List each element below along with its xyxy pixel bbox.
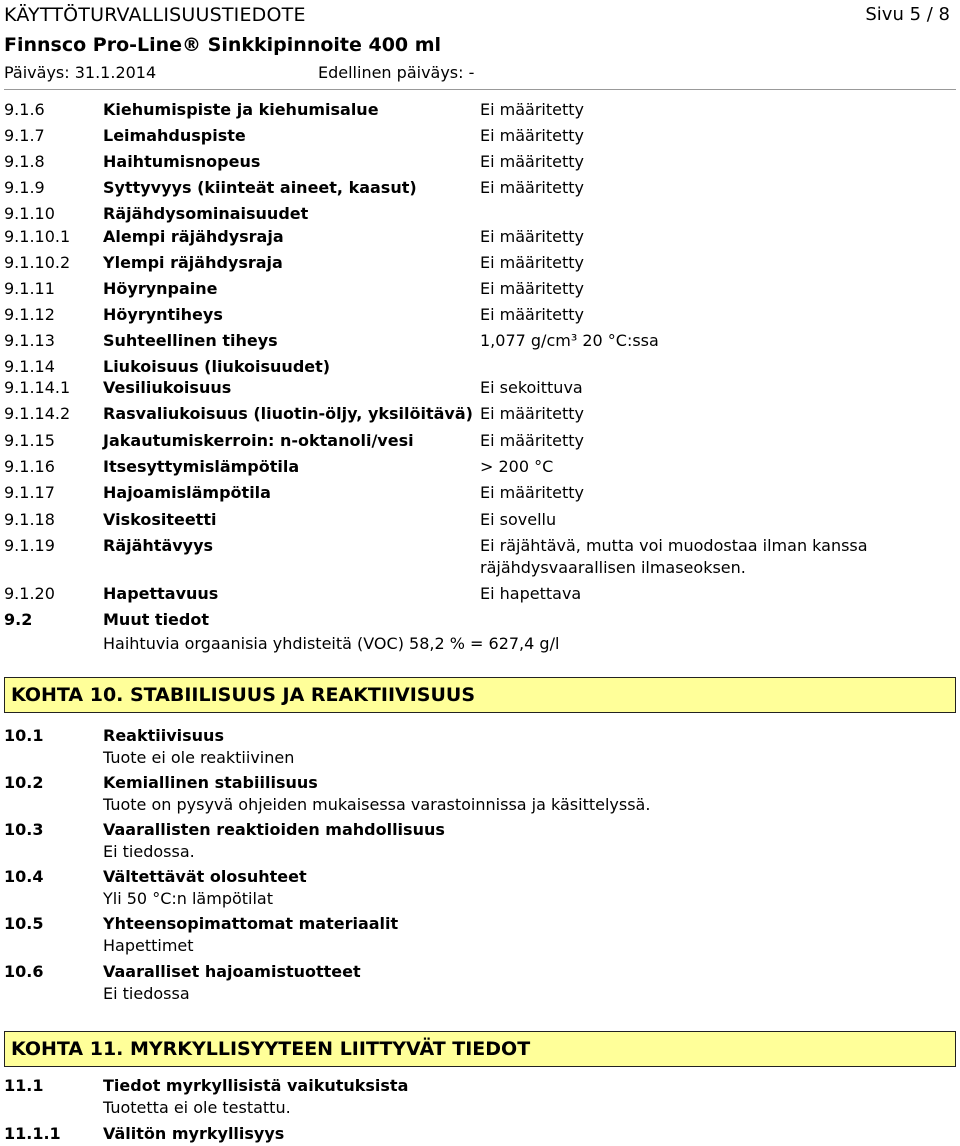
property-value-continued: räjähdysvaarallisen ilmaseoksen. xyxy=(480,558,746,577)
property-number: 9.1.20 xyxy=(4,584,55,603)
property-number: 9.1.16 xyxy=(4,457,55,476)
property-row xyxy=(0,100,960,124)
subsection-text: Yli 50 °C:n lämpötilat xyxy=(103,889,274,908)
subsection-number: 10.3 xyxy=(4,820,44,839)
property-value: Ei määritetty xyxy=(480,100,584,119)
property-value: Ei määritetty xyxy=(480,305,584,324)
subsection-block xyxy=(0,1076,960,1122)
property-row xyxy=(0,378,960,402)
voc-text: Haihtuvia orgaanisia yhdisteitä (VOC) 58,2 % = 627,4 g/l xyxy=(103,634,560,653)
property-label: Alempi räjähdysraja xyxy=(103,227,284,246)
property-number: 9.1.14.1 xyxy=(4,378,71,397)
property-row xyxy=(0,204,960,228)
property-value: Ei määritetty xyxy=(480,126,584,145)
subsection-block xyxy=(0,773,960,819)
property-number: 9.1.10.2 xyxy=(4,253,71,272)
property-row xyxy=(0,227,960,251)
subsection-number: 10.1 xyxy=(4,726,44,745)
property-number: 9.1.11 xyxy=(4,279,55,298)
property-row xyxy=(0,404,960,428)
subsection-text: Tuote ei ole reaktiivinen xyxy=(103,748,295,767)
property-number: 9.1.15 xyxy=(4,431,55,450)
property-number: 9.1.14.2 xyxy=(4,404,71,423)
property-value: Ei määritetty xyxy=(480,253,584,272)
property-value: Ei määritetty xyxy=(480,152,584,171)
subsection-text: Ei tiedossa. xyxy=(103,842,195,861)
property-label: Räjähtävyys xyxy=(103,536,214,555)
subsection-label: Välitön myrkyllisyys xyxy=(103,1124,285,1143)
property-row xyxy=(0,178,960,202)
subsection-block xyxy=(0,1124,960,1146)
property-label: Itsesyttymislämpötila xyxy=(103,457,300,476)
section-heading-text: KOHTA 10. STABIILISUUS JA REAKTIIVISUUS xyxy=(11,684,476,706)
subsection-block xyxy=(0,914,960,960)
subsection-label: Vaarallisten reaktioiden mahdollisuus xyxy=(103,820,445,839)
property-number: 9.1.9 xyxy=(4,178,45,197)
subsection-block xyxy=(0,867,960,913)
property-number: 9.1.14 xyxy=(4,357,55,376)
property-label: Haihtumisnopeus xyxy=(103,152,261,171)
section-10-heading xyxy=(4,677,956,713)
property-value: Ei määritetty xyxy=(480,279,584,298)
property-number: 9.1.18 xyxy=(4,510,55,529)
property-number: 9.1.10 xyxy=(4,204,55,223)
issue-date: Päiväys: 31.1.2014 xyxy=(4,63,157,82)
property-label: Höyryntiheys xyxy=(103,305,223,324)
property-label: Kiehumispiste ja kiehumisalue xyxy=(103,100,379,119)
subsection-number: 11.1.1 xyxy=(4,1124,61,1143)
property-row xyxy=(0,126,960,150)
subsection-text: Tuote on pysyvä ohjeiden mukaisessa varastoinnissa ja käsittelyssä. xyxy=(103,795,651,814)
subsection-block xyxy=(0,962,960,1008)
property-label: Räjähdysominaisuudet xyxy=(103,204,309,223)
property-label: Hapettavuus xyxy=(103,584,219,603)
property-value: Ei määritetty xyxy=(480,227,584,246)
subsection-block xyxy=(0,820,960,866)
property-row xyxy=(0,584,960,608)
property-value: Ei määritetty xyxy=(480,483,584,502)
subsection-block xyxy=(0,726,960,772)
subsection-label: Vaaralliset hajoamistuotteet xyxy=(103,962,361,981)
property-number: 9.1.17 xyxy=(4,483,55,502)
property-label: Liukoisuus (liukoisuudet) xyxy=(103,357,331,376)
property-label: Syttyvyys (kiinteät aineet, kaasut) xyxy=(103,178,417,197)
property-row xyxy=(0,305,960,329)
property-label: Rasvaliukoisuus (liuotin-öljy, yksilöitävä) xyxy=(103,404,473,423)
property-row xyxy=(0,457,960,481)
property-label: Ylempi räjähdysraja xyxy=(103,253,283,272)
subsection-number: 10.2 xyxy=(4,773,44,792)
subsection-number: 10.6 xyxy=(4,962,44,981)
property-label: Jakautumiskerroin: n-oktanoli/vesi xyxy=(103,431,414,450)
subsection-number: 10.4 xyxy=(4,867,44,886)
header-divider xyxy=(4,89,956,90)
subsection-label: Vältettävät olosuhteet xyxy=(103,867,307,886)
property-row xyxy=(0,279,960,303)
property-row xyxy=(0,152,960,176)
property-label: Leimahduspiste xyxy=(103,126,246,145)
subsection-number: 9.2 xyxy=(4,610,33,629)
subsection-label: Yhteensopimattomat materiaalit xyxy=(103,914,399,933)
property-row xyxy=(0,483,960,507)
property-value: Ei sovellu xyxy=(480,510,557,529)
property-number: 9.1.10.1 xyxy=(4,227,71,246)
property-value: Ei räjähtävä, mutta voi muodostaa ilman kanssa xyxy=(480,536,868,555)
property-value: 1,077 g/cm³ 20 °C:ssa xyxy=(480,331,659,350)
property-row xyxy=(0,431,960,455)
subsection-label: Muut tiedot xyxy=(103,610,209,629)
subsection-label: Kemiallinen stabiilisuus xyxy=(103,773,318,792)
property-number: 9.1.8 xyxy=(4,152,45,171)
property-value: Ei määritetty xyxy=(480,431,584,450)
section-heading-text: KOHTA 11. MYRKYLLISYYTEEN LIITTYVÄT TIEDOT xyxy=(11,1038,531,1060)
property-value: > 200 °C xyxy=(480,457,554,476)
other-info-row xyxy=(0,610,960,658)
property-number: 9.1.13 xyxy=(4,331,55,350)
property-label: Suhteellinen tiheys xyxy=(103,331,278,350)
property-label: Vesiliukoisuus xyxy=(103,378,232,397)
property-row xyxy=(0,331,960,355)
subsection-number: 11.1 xyxy=(4,1076,44,1095)
property-number: 9.1.7 xyxy=(4,126,45,145)
property-number: 9.1.6 xyxy=(4,100,45,119)
property-label: Viskositeetti xyxy=(103,510,217,529)
product-name: Finnsco Pro-Line® Sinkkipinnoite 400 ml xyxy=(4,34,442,56)
property-row xyxy=(0,536,960,584)
property-row xyxy=(0,510,960,534)
property-value: Ei määritetty xyxy=(480,404,584,423)
property-value: Ei sekoittuva xyxy=(480,378,583,397)
section-11-heading xyxy=(4,1031,956,1067)
document-type: KÄYTTÖTURVALLISUUSTIEDOTE xyxy=(4,4,306,26)
property-label: Höyrynpaine xyxy=(103,279,218,298)
previous-date: Edellinen päiväys: - xyxy=(318,63,475,82)
page-number: Sivu 5 / 8 xyxy=(865,4,950,25)
subsection-text: Tuotetta ei ole testattu. xyxy=(103,1098,291,1117)
subsection-label: Tiedot myrkyllisistä vaikutuksista xyxy=(103,1076,409,1095)
property-number: 9.1.12 xyxy=(4,305,55,324)
subsection-text: Hapettimet xyxy=(103,936,194,955)
property-value: Ei hapettava xyxy=(480,584,582,603)
subsection-label: Reaktiivisuus xyxy=(103,726,224,745)
property-number: 9.1.19 xyxy=(4,536,55,555)
property-label: Hajoamislämpötila xyxy=(103,483,271,502)
subsection-text: Ei tiedossa xyxy=(103,984,190,1003)
subsection-number: 10.5 xyxy=(4,914,44,933)
property-row xyxy=(0,253,960,277)
property-value: Ei määritetty xyxy=(480,178,584,197)
